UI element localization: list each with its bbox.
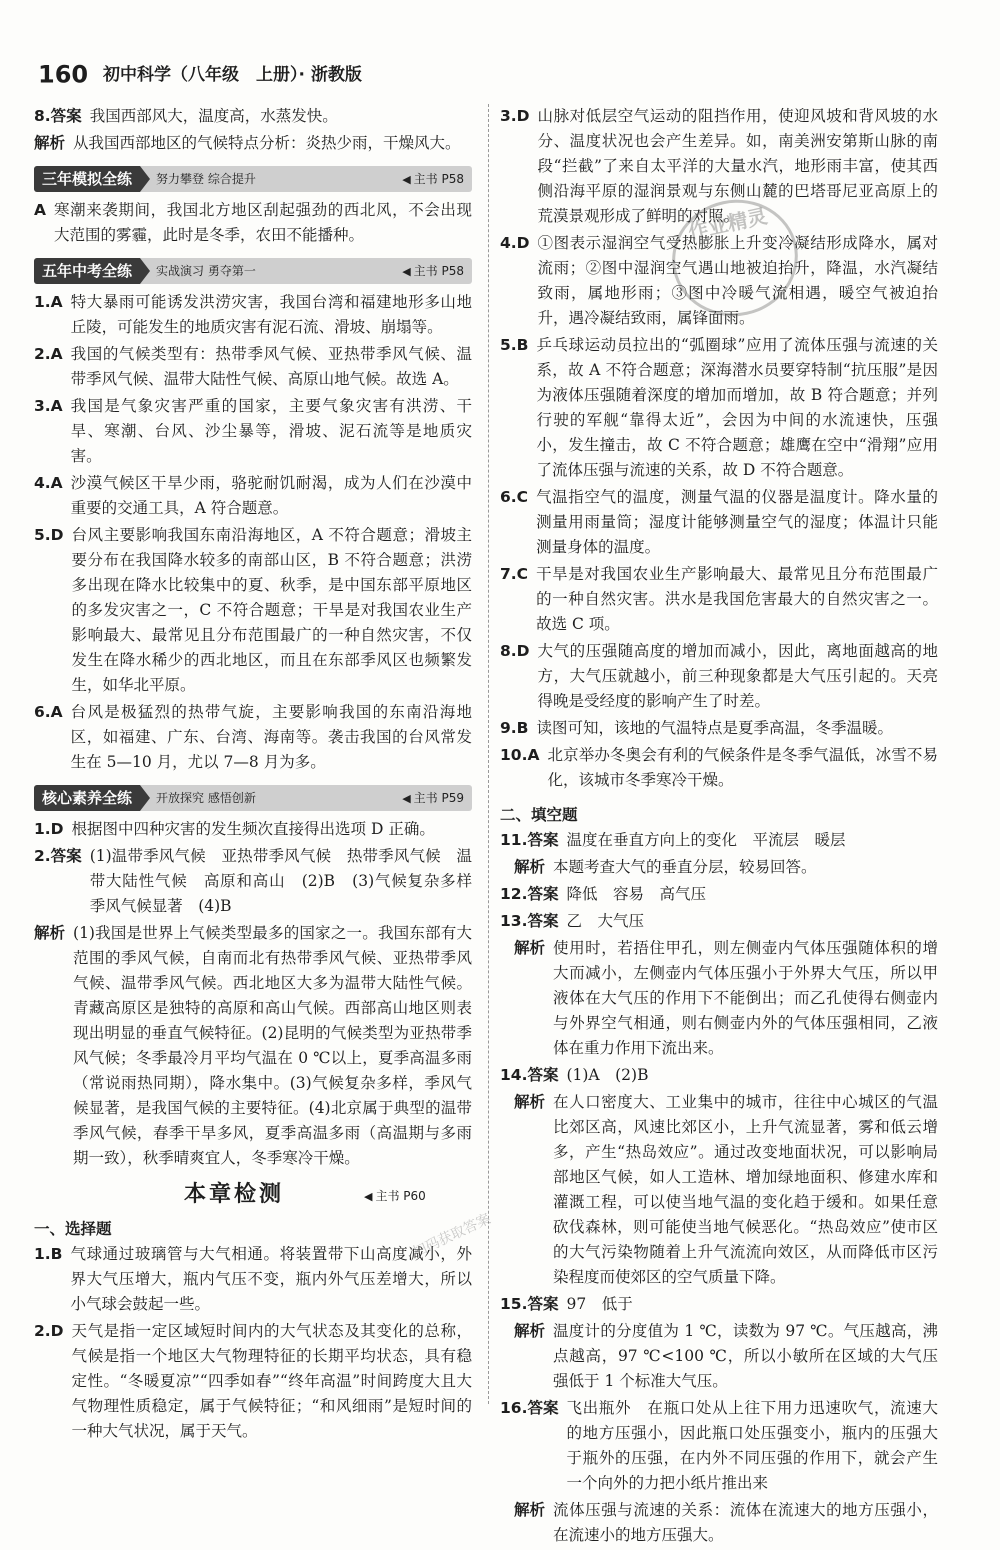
answer-item — [500, 639, 938, 714]
answer-item — [34, 394, 472, 469]
answer-label: 解析 — [514, 1322, 546, 1340]
answer-label: 1.A — [34, 293, 63, 311]
answer-item — [34, 131, 472, 156]
answer-label: 3.D — [500, 107, 530, 125]
answer-item — [34, 523, 472, 698]
answer-label: 5.D — [34, 526, 64, 544]
answer-item — [34, 104, 472, 129]
answer-item — [34, 1242, 472, 1317]
right-column — [500, 104, 938, 1550]
answer-text: 从我国西部地区的气候特点分析：炎热少雨，干燥风大。 — [73, 134, 461, 152]
answer-text: 我国西部风大，温度高，水蒸发快。 — [89, 107, 338, 125]
answer-label: 15.答案 — [500, 1295, 559, 1313]
answer-item — [34, 290, 472, 340]
answer-text: 97 低于 — [566, 1295, 633, 1313]
answer-text: 读图可知，该地的气温特点是夏季高温，冬季温暖。 — [536, 719, 894, 737]
watermark: 扫码获取答案 — [410, 1211, 494, 1262]
answer-text: 台风是极猛烈的热带气旋，主要影响我国的东南沿海地区，如福建、广东、台湾、海南等。袭击我国的台风常发生在 5—10 月，尤以 7—8 月为多。 — [70, 703, 472, 771]
arrow-icon: ◀ — [402, 173, 411, 186]
answer-text: 气温指空气的温度，测量气温的仪器是温度计。降水量的测量用雨量筒；湿度计能够测量空气的湿度；体温计只能测量身体的温度。 — [536, 488, 938, 556]
answer-label: 13.答案 — [500, 912, 559, 930]
answer-block — [34, 198, 472, 248]
answer-item — [500, 1396, 938, 1496]
answer-item — [500, 743, 938, 793]
column-divider — [488, 104, 489, 1404]
answer-text: 山脉对低层空气运动的阻挡作用，使迎风坡和背风坡的水分、温度状况也会产生差异。如，南美洲安第斯山脉的南段“拦截”了来自太平洋的大量水汽，地形雨丰富，使其西侧沿海平原的湿润景观与东侧山麓的巴塔哥尼亚高原上的荒漠景观形成了鲜明的对照。 — [537, 107, 938, 225]
banner-ref: ◀ 主书 P58 — [402, 172, 464, 186]
answer-label: 3.A — [34, 397, 63, 415]
answer-label: 1.D — [34, 820, 64, 838]
section-banner — [34, 166, 472, 192]
page-header — [38, 62, 362, 94]
answer-item — [500, 828, 938, 853]
answer-label: 10.A — [500, 746, 540, 764]
answer-item — [500, 936, 938, 1061]
answer-text: 沙漠气候区干旱少雨，骆驼耐饥耐渴，成为人们在沙漠中重要的交通工具，A 符合题意。 — [70, 474, 472, 517]
answer-item — [500, 882, 938, 907]
answer-text: 温度在垂直方向上的变化 平流层 暖层 — [566, 831, 846, 849]
answer-label: 解析 — [514, 939, 546, 957]
chapter-title: 本章检测 — [184, 1182, 285, 1207]
answer-label: 11.答案 — [500, 831, 559, 849]
answer-item — [34, 921, 472, 1171]
answer-label: 2.A — [34, 345, 63, 363]
answer-text: 北京举办冬奥会有利的气候条件是冬季气温低，冰雪不易化，该城市冬季寒冷干燥。 — [547, 746, 938, 789]
answer-label: 解析 — [514, 858, 546, 876]
answer-block — [34, 817, 488, 1171]
answer-label: 5.B — [500, 336, 529, 354]
answer-block — [34, 104, 472, 156]
answer-label: 12.答案 — [500, 885, 559, 903]
answer-text: 大气的压强随高度的增加而减小，因此，离地面越高的地方，大气压就越小，前三种现象都是大气压引起的。天亮得晚是受经度的影响产生了时差。 — [537, 642, 938, 710]
answer-text: (1)我国是世界上气候类型最多的国家之一。我国东部有大范围的季风气候，自南而北有热带季风气候、亚热带季风气候、温带季风气候。西北地区大多为温带大陆性气候。青藏高原区是独特的高原和高山气候。西部高山地区则表现出明显的垂直气候特征。(2)昆明的气候类型为亚热带季风气候；冬季最冷月平均气温在 0 ℃以上，夏季高温多雨（常说雨热同期），降水集中。(3)气候复杂多样，季风气候显著，是我国气候的主要特征。(4)北京属于典型的温带季风气候，春季干旱多风，夏季高温多雨（高温期与多雨期一致），秋季晴爽宜人，冬季寒冷干燥。 — [73, 924, 472, 1167]
answer-label: 4.A — [34, 474, 63, 492]
answer-text: 使用时，若捂住甲孔，则左侧壶内气体压强随体积的增大而减小，左侧壶内气体压强小于外界大气压，所以甲液体在大气压的作用下不能倒出；而乙孔使得右侧壶内与外界空气相通，则右侧壶内外的气体压强相同，乙液体在重力作用下流出来。 — [553, 939, 938, 1057]
banner-subtitle: 开放探究 感悟创新 — [156, 791, 256, 805]
answer-label: 8.D — [500, 642, 530, 660]
answer-label: 6.C — [500, 488, 529, 506]
answer-item — [500, 562, 938, 637]
stamp-logo: 作业精灵 — [661, 188, 808, 328]
answer-text: (1)温带季风气候 亚热带季风气候 热带季风气候 温带大陆性气候 高原和高山 (2)B (3)气候复杂多样 季风气候显著 (4)B — [89, 847, 488, 915]
answer-item — [34, 844, 488, 919]
answer-item — [34, 700, 472, 775]
answer-text: 我国的气候类型有：热带季风气候、亚热带季风气候、温带季风气候、温带大陆性气候、高原山地气候。故选 A。 — [70, 345, 472, 388]
answer-text: ①图表示湿润空气受热膨胀上升变冷凝结形成降水，属对流雨；②图中湿润空气遇山地被迫抬升，降温，水汽凝结致雨，属地形雨；③图中冷暖气流相遇，暖空气被迫抬升，遇冷凝结致雨，属锋面雨。 — [537, 234, 938, 327]
answer-text: 台风主要影响我国东南沿海地区，A 不符合题意；滑坡主要分布在我国降水较多的南部山区，B 不符合题意；洪涝多出现在降水比较集中的夏、秋季，是中国东部平原地区的多发灾害之一，C 不符合题意；干旱是对我国农业生产影响最大、最常见且分布范围最广的一种自然灾害，不仅发生在降水稀少的西北地区，而且在东部季风区也频繁发生，如华北平原。 — [71, 526, 472, 694]
answer-item — [500, 716, 938, 741]
answer-item — [500, 333, 938, 483]
answer-label: 7.C — [500, 565, 529, 583]
arrow-icon: ◀ — [402, 265, 411, 278]
answer-label: 解析 — [34, 134, 66, 152]
answer-text: 飞出瓶外 在瓶口处从上往下用力迅速吹气，流速大的地方压强小，因此瓶口处压强变小，瓶内的压强大于瓶外的压强，在内外不同压强的作用下，就会产生一个向外的力把小纸片推出来 — [566, 1399, 938, 1492]
answer-label: 解析 — [514, 1501, 546, 1519]
answer-item — [500, 1090, 938, 1290]
chapter-ref: ◀ 主书 P60 — [364, 1189, 426, 1203]
banner-ref: ◀ 主书 P58 — [402, 264, 464, 278]
answer-item — [500, 1292, 938, 1317]
answer-item — [500, 909, 938, 934]
answer-label: 14.答案 — [500, 1066, 559, 1084]
answer-label: 9.B — [500, 719, 529, 737]
answer-block — [34, 290, 472, 775]
answer-item — [500, 855, 938, 880]
book-title: 初中科学（八年级 上册）· 浙教版 — [103, 64, 362, 85]
answer-text: 流体压强与流速的关系：流体在流速大的地方压强小，在流速小的地方压强大。 — [553, 1501, 938, 1544]
answer-item — [34, 817, 472, 842]
banner-title: 核心素养全练 — [34, 785, 140, 811]
answer-label: 2.答案 — [34, 847, 82, 865]
answer-item — [34, 471, 472, 521]
section-banner — [34, 785, 472, 811]
page-number: 160 — [38, 60, 89, 89]
arrow-icon: ◀ — [402, 792, 411, 805]
answer-label: 8.答案 — [34, 107, 82, 125]
answer-text: 特大暴雨可能诱发洪涝灾害，我国台湾和福建地形多山地丘陵，可能发生的地质灾害有泥石流、滑坡、崩塌等。 — [70, 293, 472, 336]
banner-subtitle: 努力攀登 综合提升 — [156, 172, 256, 186]
section-banner — [34, 258, 472, 284]
answer-text: 干旱是对我国农业生产影响最大、最常见且分布范围最广的一种自然灾害。洪水是我国危害最大的自然灾害之一。故选 C 项。 — [536, 565, 938, 633]
banner-title: 三年模拟全练 — [34, 166, 140, 192]
answer-label: 16.答案 — [500, 1399, 559, 1417]
answer-label: 2.D — [34, 1322, 64, 1340]
answer-text: 乙 大气压 — [566, 912, 644, 930]
banner-subtitle: 实战演习 勇夺第一 — [156, 264, 256, 278]
left-column — [34, 104, 488, 1446]
chapter-heading — [34, 1177, 472, 1213]
answer-item — [500, 1498, 938, 1548]
answer-item — [34, 342, 472, 392]
answer-item — [34, 198, 472, 248]
answer-item — [500, 1063, 938, 1088]
answer-block — [500, 828, 938, 1548]
answer-text: 寒潮来袭期间，我国北方地区刮起强劲的西北风，不会出现大范围的雾霾，此时是冬季，农田不能播种。 — [54, 201, 472, 244]
answer-text: 根据图中四种灾害的发生频次直接得出选项 D 正确。 — [71, 820, 435, 838]
section-heading: 一、选择题 — [34, 1220, 112, 1238]
answer-label: 6.A — [34, 703, 63, 721]
banner-ref: ◀ 主书 P59 — [402, 791, 464, 805]
answer-text: 气球通过玻璃管与大气相通。将装置带下山高度减小，外界大气压增大，瓶内气压不变，瓶内外气压差增大，所以小气球会鼓起一些。 — [70, 1245, 472, 1313]
answer-item — [34, 1319, 472, 1444]
answer-text: 本题考查大气的垂直分层，较易回答。 — [553, 858, 817, 876]
answer-text: 天气是指一定区域短时间内的大气状态及其变化的总称，气候是指一个地区大气物理特征的长期平均状态，具有稳定性。“冬暖夏凉”“四季如春”“终年高温”时间跨度大且大气物理性质稳定，属于气候特征；“和风细雨”是短时间的一种大气状况，属于天气。 — [71, 1322, 472, 1440]
answer-text: 乒乓球运动员拉出的“弧圈球”应用了流体压强与流速的关系，故 A 不符合题意；深海潜水员要穿特制“抗压服”是因为液体压强随着深度的增加而增加，故 B 符合题意；并列行驶的军舰“靠得太近”，会因为中间的水流速快，压强小，发生撞击，故 C 不符合题意；雄鹰在空中“滑翔”应用了流体压强与流速的关系，故 D 不符合题意。 — [536, 336, 938, 479]
section-heading: 二、填空题 — [500, 806, 578, 824]
banner-title: 五年中考全练 — [34, 258, 140, 284]
answer-item — [500, 485, 938, 560]
answer-item — [500, 1319, 938, 1394]
answer-label: 4.D — [500, 234, 530, 252]
answer-text: 降低 容易 高气压 — [566, 885, 706, 903]
arrow-icon: ◀ — [364, 1190, 373, 1203]
answer-block — [34, 1242, 472, 1444]
answer-text: (1)A (2)B — [566, 1066, 649, 1084]
answer-label: 解析 — [34, 924, 66, 942]
answer-text: 我国是气象灾害严重的国家，主要气象灾害有洪涝、干旱、寒潮、台风、沙尘暴等，滑坡、泥石流等是地质灾害。 — [70, 397, 472, 465]
answer-label: A — [34, 201, 46, 219]
answer-text: 温度计的分度值为 1 ℃，读数为 97 ℃。气压越高，沸点越高，97 ℃<100 ℃，所以小敏所在区域的大气压强低于 1 个标准大气压。 — [553, 1322, 938, 1390]
answer-text: 在人口密度大、工业集中的城市，往往中心城区的气温比郊区高，风速比郊区小，上升气流显著，雾和低云增多，产生“热岛效应”。通过改变地面状况，可以影响局部地区气候，如人工造林、增加绿地面积、修建水库和灌溉工程，可以使当地气温的变化趋于缓和。如果任意砍伐森林，则可能使当地气候恶化。“热岛效应”使市区的大气污染物随着上升气流流向效区，从而降低市区污染程度而使郊区的空气质量下降。 — [553, 1093, 938, 1286]
answer-label: 解析 — [514, 1093, 546, 1111]
answer-label: 1.B — [34, 1245, 63, 1263]
